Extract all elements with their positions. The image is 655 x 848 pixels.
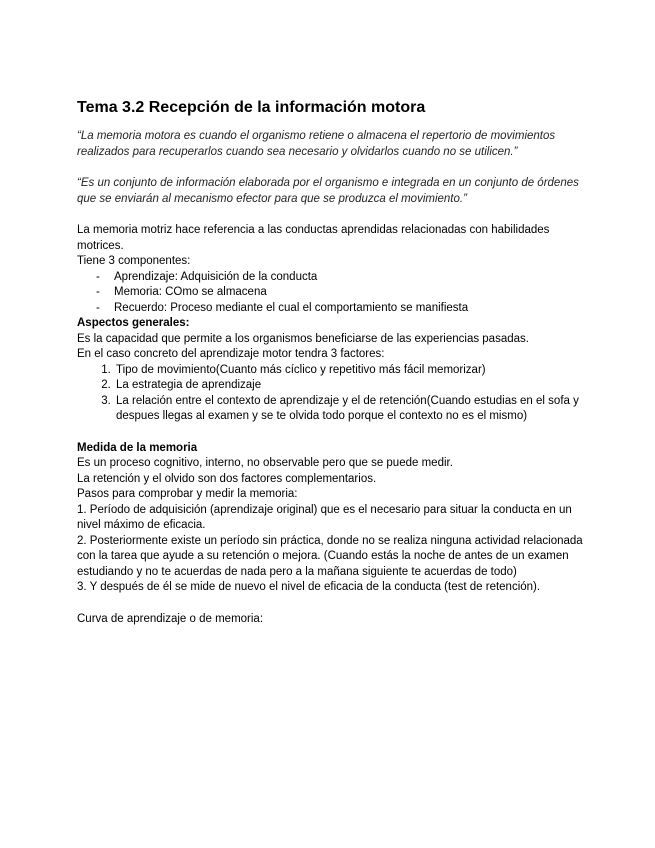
quote-definition-2: “Es un conjunto de información elaborada por el organismo e integrada en un conjunto de órdenes que se enviarán al mecanismo efector para que se produzca el movimiento.”	[77, 177, 579, 205]
spacer	[77, 596, 587, 612]
measure-step-2: 2. Posteriormente existe un período sin práctica, donde no se realiza ninguna actividad relacionada con la tarea que ayude a su retención o mejora. (Cuando estás la noche de antes de un examen estudiando y no te acuerdas de nada pero a la mañana siguiente te acuerdas de todo)	[77, 534, 583, 578]
quote-definition-1: “La memoria motora es cuando el organismo retiene o almacena el repertorio de movimientos realizados para recuperarlos cuando sea necesario y olvidarlos cuando no se utilicen.”	[77, 130, 556, 158]
aspects-heading: Aspectos generales:	[77, 317, 190, 329]
spacer	[77, 425, 587, 441]
aspects-text-1: Es la capacidad que permite a los organismos beneficiarse de las experiencias pasadas.	[77, 332, 529, 345]
list-item: 3. La relación entre el contexto de aprendizaje y el de retención(Cuando estudias en el sofa y despues llegas al examen y se te olvida todo porque el contexto no es el mismo)	[114, 394, 587, 425]
list-item: 1. Tipo de movimiento(Cuanto más cíclico y repetitivo más fácil memorizar)	[114, 363, 587, 379]
list-item: - Aprendizaje: Adquisición de la conducta	[96, 270, 587, 286]
components-label: Tiene 3 componentes:	[77, 255, 191, 267]
intro-paragraph: La memoria motriz hace referencia a las conductas aprendidas relacionadas con habilidades motrices.	[77, 224, 550, 252]
measure-step-1: 1. Período de adquisición (aprendizaje original) que es el necesario para situar la conducta en un nivel máximo de eficacia.	[77, 503, 572, 531]
aspects-text-2: En el caso concreto del aprendizaje motor tendra 3 factores:	[77, 348, 385, 360]
list-item: - Recuerdo: Proceso mediante el cual el comportamiento se manifiesta	[96, 301, 587, 317]
measure-line: La retención y el olvido son dos factores complementarios.	[77, 472, 377, 485]
document-content	[77, 98, 587, 627]
curve-label: Curva de aprendizaje o de memoria:	[77, 612, 264, 625]
measure-line: Pasos para comprobar y medir la memoria:	[77, 488, 298, 500]
measure-heading: Medida de la memoria	[77, 441, 198, 454]
components-list	[77, 270, 587, 317]
measure-line: Es un proceso cognitivo, interno, no observable pero que se puede medir.	[77, 457, 453, 469]
list-item: - Memoria: COmo se almacena	[96, 285, 587, 301]
list-item: 2. La estrategia de aprendizaje	[114, 378, 587, 394]
page-title: Tema 3.2 Recepción de la información motora	[77, 99, 426, 116]
factors-list	[77, 363, 587, 425]
spacer	[77, 207, 587, 223]
measure-step-3: 3. Y después de él se mide de nuevo el nivel de eficacia de la conducta (test de retención).	[77, 581, 541, 593]
